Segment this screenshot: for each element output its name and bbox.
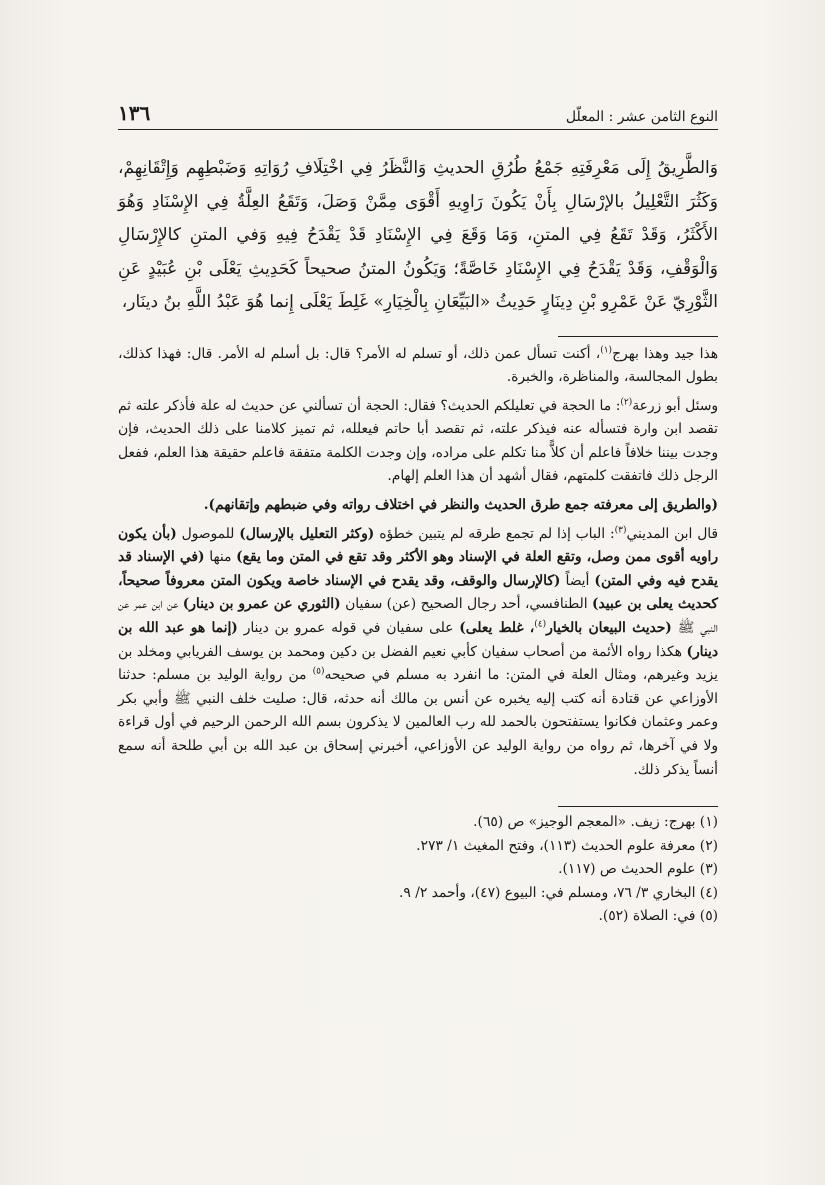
footnote-ref: (٣) xyxy=(614,525,627,536)
quoted-text: (الثوري عن عمرو بن دينار) xyxy=(182,596,341,613)
quoted-text: (في الإسناد قد يقدح فيه وفي المتن) xyxy=(118,549,718,589)
footnote-ref: (٢) xyxy=(620,397,633,408)
commentary-paragraph xyxy=(118,395,718,489)
commentary-paragraph xyxy=(118,523,718,783)
separator-rule xyxy=(558,336,718,337)
text-span: وسئل أبو زرعة xyxy=(632,397,718,414)
quoted-heading: (والطريق إلى معرفته جمع طرق الحديث والنظر في اختلاف رواته وفي ضبطهم وإتقانهم). xyxy=(203,497,718,514)
footnote-ref: (٥) xyxy=(312,666,325,677)
footnote: (٣) علوم الحديث ص (١١٧). xyxy=(558,861,718,878)
quoted-text: (وكثر التعليل بالإرسال) xyxy=(239,525,375,542)
text-span: أيضاً xyxy=(560,572,595,589)
text-span: هذا جيد وهذا بهرج xyxy=(612,345,718,362)
quoted-text: (حديث البيعان بالخيار xyxy=(546,620,672,637)
quoted-text: (بأن يكون راويه أقوى ممن وصل، وتقع العلة في الإسناد وهو الأكثر وقد تقع في المتن وما يقع) xyxy=(118,525,719,566)
footnote: (٥) في: الصلاة (٥٢). xyxy=(598,908,718,925)
text-span: من رواية الوليد بن مسلم: حدثنا الأوزاعي عن قتادة أنه كتب إليه يخبره عن أنس بن مالك أنه حدثه، قال: صليت خلف النبي ﷺ وأبي بكر وعمر وعثمان فكانوا يستفتحون بالحمد لله رب العالمين لا يذكرون بسم الله الرحمن الرحيم في أول قراءة ولا في آخرها، ثم رواه من رواية الوليد عن الأوزاعي، أخبرني إسحاق بن عبد الله بن أبي طلحة أنه سمع أنساً يذكر ذلك. xyxy=(118,667,718,778)
page-number: ١٣٦ xyxy=(118,101,151,125)
text-span: للموصول xyxy=(176,525,240,542)
page-content xyxy=(118,95,718,929)
main-text: وَالطَّرِيقُ إِلَى مَعْرِفَتِهِ جَمْعُ طُرُقِ الحديثِ وَالنَّظَرُ فِي اخْتِلَافِ رُوَاتِهِ وَضَبْطِهِم وَإِتْقَانِهِمْ، وَكَثُرَ التَّعْلِيلُ بالإرْسَالِ بِأَنْ يَكُونَ رَاوِيهِ أَقْوَى مِمَّنْ وَصَلَ، وَتَقَعُ العِلَّةُ فِي الإِسْنَادِ وَهُوَ الأَكْثَرُ، وَقَدْ تَقَعُ فِي المتنِ، وَمَا وَقَعَ فِي الإِسْنَادِ قَدْ يَقْدَحُ فِيهِ وَفي المتنِ كالإِرْسَالِ وَالْوَقْفِ، وَقَدْ يَقْدَحُ فِي الإِسْنَادِ خَاصَّةً؛ وَيَكُونُ المتنُ صحيحاً كَحَدِيثِ يَعْلَى بْنِ عُبَيْدٍ عَنِ الثَّوْرِيّ عَنْ عَمْرِو بْنِ دِينَارٍ حَدِيثُ «البَيِّعَانِ بِالْخِيَارِ» غَلِطَ يَعْلَى إِنما هُوَ عَبْدُ اللَّهِ بنُ دينَار، xyxy=(118,158,718,312)
commentary xyxy=(118,343,718,783)
text-span: قال ابن المديني xyxy=(626,525,719,542)
commentary-paragraph xyxy=(118,343,718,390)
quoted-text: ، غلط يعلى) xyxy=(459,620,535,637)
text-span: الطنافسي، أحد رجال الصحيح (عن) سفيان xyxy=(340,596,592,613)
quoted-text: (كالإرسال والوقف، وقد يقدح في الإسناد خاصة ويكون المتن معروفاً صحيحاً، كحديث يعلى بن عبيد) xyxy=(118,572,718,613)
footnote: (٢) معرفة علوم الحديث (١١٣)، وفتح المغيث ١/ ٢٧٣. xyxy=(416,837,718,854)
footnote-rule xyxy=(558,806,718,807)
text-span: على سفيان في قوله عمرو بن دينار xyxy=(237,620,460,637)
footnotes xyxy=(118,811,718,929)
footnote: (٤) البخاري ٣/ ٧٦، ومسلم في: البيوع (٤٧)، وأحمد ٢/ ٩. xyxy=(399,884,718,901)
page-header xyxy=(118,95,718,130)
text-span: منها xyxy=(204,549,237,566)
footnote: (١) بهرج: زيف. «المعجم الوجيز» ص (٦٥). xyxy=(473,814,718,831)
footnote-ref: (٤) xyxy=(534,619,547,630)
text-span: : الباب إذا لم تجمع طرقه لم يتبين خطؤه xyxy=(374,525,615,542)
footnote-ref: (١) xyxy=(600,344,613,355)
text-span: ، أكنت تسأل عمن ذلك، أو تسلم له الأمر؟ قال: بل أسلم له الأمر. قال: فهذا كذلك، بطول المجالسة، والمناظرة، والخبرة. xyxy=(118,345,718,386)
running-title: النوع الثامن عشر : المعلّل xyxy=(565,109,718,125)
quoted-text: (إنما هو عبد الله بن دينار) xyxy=(118,620,718,660)
text-span: عن ابن عمر عن النبي ﷺ xyxy=(118,596,718,637)
text-span: : ما الحجة في تعليلكم الحديث؟ فقال: الحجة أن تسألني عن حديث له علة فأذكر علته ثم تقصد ابن وارة فتسأله عنه فيذكر علته، ثم تقصد أبا حاتم فيعلله، ثم تميز كلامنا على ذلك الحديث، فإن وجدت بيننا خلافاً فاعلم أن كلاًّ منا تكلم على مراده، وإن وجدت الكلمة متفقة فاعلم حقيقة هذا العلم، ففعل الرجل ذلك فاتفقت كلمتهم، فقال أشهد أن هذا العلم إلهام. xyxy=(118,397,718,485)
text-span: هكذا رواه الأئمة من أصحاب سفيان كأبي نعيم الفضل بن دكين ومحمد بن يوسف الفريابي ومخلد بن يزيد وغيرهم، ومثال العلة في المتن: ما انفرد به مسلم في صحيحه xyxy=(118,643,718,684)
